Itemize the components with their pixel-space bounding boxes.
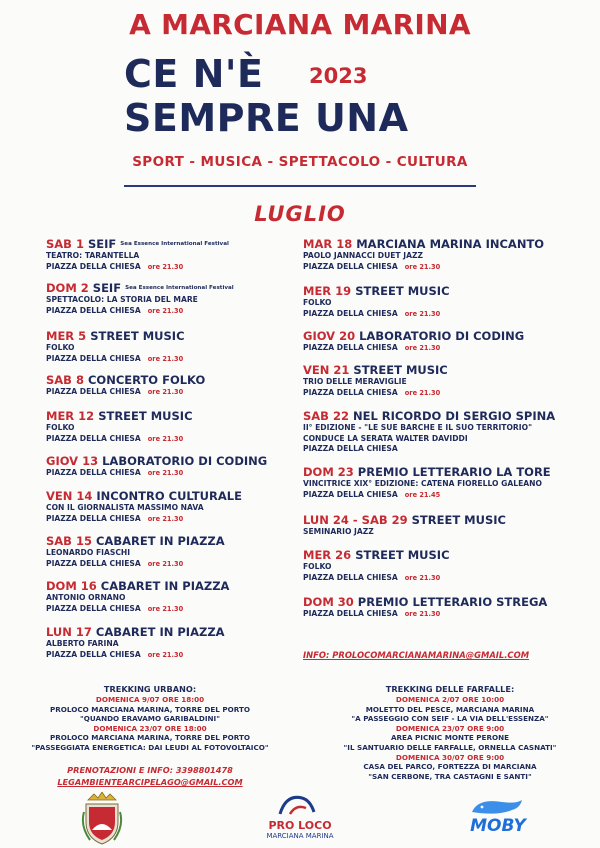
event-detail-line — [46, 295, 234, 306]
trekking-farfalle-rows — [300, 695, 600, 781]
event-detail-line — [46, 468, 267, 479]
sponsor-logos — [0, 792, 600, 848]
event-detail-line — [46, 423, 193, 434]
trekking-row: AREA PICNIC MONTE PERONE — [390, 733, 510, 743]
event-item — [46, 410, 193, 444]
trekking-urbano-heading: TREKKING URBANO: — [103, 684, 197, 694]
trekking-urbano-block — [0, 684, 300, 753]
event-item — [46, 374, 205, 398]
event-detail-line — [46, 604, 229, 615]
event-detail-text: LEONARDO FIASCHI — [46, 548, 131, 557]
event-time: ore 21.30 — [404, 610, 441, 618]
event-detail-line — [46, 559, 225, 570]
event-item — [46, 580, 229, 614]
event-title-row — [46, 238, 229, 251]
trekking-row: DOMENICA 2/07 ORE 10:00 — [395, 695, 505, 704]
event-detail-text: FOLKO — [303, 298, 332, 307]
contact-block — [0, 764, 300, 788]
event-title-row — [46, 282, 234, 295]
event-note: Sea Essence International Festival — [120, 241, 229, 247]
event-title: STREET MUSIC — [355, 284, 450, 298]
trekking-row: "IL SANTUARIO DELLE FARFALLE, ORNELLA CASNATI" — [343, 742, 557, 752]
event-detail-line — [303, 609, 547, 620]
info-email-link[interactable]: INFO: PROLOCOMARCIANAMARINA@GMAIL.COM — [303, 650, 530, 660]
event-item — [46, 490, 242, 524]
event-item — [303, 330, 524, 354]
event-time: ore 21.30 — [147, 650, 184, 659]
contact-email[interactable]: LEGAMBIENTEARCIPELAGO@GMAIL.COM — [57, 777, 243, 787]
event-title: STREET MUSIC — [90, 329, 185, 343]
event-date: DOM 2 — [46, 281, 89, 295]
event-time: ore 21.30 — [404, 388, 441, 397]
event-detail-text: CON IL GIORNALISTA MASSIMO NAVA — [46, 503, 204, 512]
event-detail-line — [46, 503, 242, 514]
municipal-coat-of-arms-icon — [80, 792, 124, 846]
event-item — [46, 626, 225, 660]
event-detail-line — [46, 514, 242, 525]
event-item — [46, 238, 229, 272]
event-detail-line — [46, 251, 229, 262]
moby-logo-text: MOBY — [470, 816, 526, 836]
event-detail-text: II° EDIZIONE - "LE SUE BARCHE E IL SUO TERRITORIO" — [303, 423, 533, 432]
event-date: DOM 30 — [303, 595, 354, 609]
event-detail-text: PIAZZA DELLA CHIESA — [46, 261, 141, 271]
trekking-row: CASA DEL PARCO, FORTEZZA DI MARCIANA — [363, 762, 537, 772]
event-detail-text: PIAZZA DELLA CHIESA — [46, 433, 141, 443]
event-detail-text: PIAZZA DELLA CHIESA — [303, 261, 398, 271]
event-detail-line — [303, 527, 506, 538]
event-item — [303, 364, 448, 398]
event-title-row — [303, 549, 450, 562]
event-item — [46, 330, 185, 364]
event-detail-text: PIAZZA DELLA CHIESA — [46, 649, 141, 659]
trekking-row: "SAN CERBONE, TRA CASTAGNI E SANTI" — [368, 771, 532, 781]
event-detail-text: PIAZZA DELLA CHIESA — [46, 603, 141, 613]
event-detail-line — [46, 387, 205, 398]
header-title-line-1: CE N'È — [124, 52, 264, 96]
event-time: ore 21.30 — [147, 559, 184, 568]
header-subtitle: SPORT - MUSICA - SPETTACOLO - CULTURA — [132, 154, 468, 170]
event-detail-line — [46, 548, 225, 559]
event-detail-line — [46, 639, 225, 650]
event-title-row — [46, 410, 193, 423]
event-detail-line — [46, 434, 193, 445]
trekking-row: DOMENICA 30/07 ORE 9:00 — [395, 752, 505, 762]
event-detail-line — [303, 388, 448, 399]
event-detail-text: PIAZZA DELLA CHIESA — [303, 609, 398, 618]
event-detail-line — [46, 354, 185, 365]
event-detail-text: PIAZZA DELLA CHIESA — [46, 558, 141, 568]
event-detail-text: TEATRO: TARANTELLA — [46, 251, 140, 260]
event-time: ore 21.30 — [404, 344, 441, 352]
event-detail-text: PIAZZA DELLA CHIESA — [303, 572, 398, 582]
event-date: SAB 15 — [46, 534, 92, 548]
event-detail-line — [303, 479, 551, 490]
event-detail-text: CONDUCE LA SERATA WALTER DAVIDDI — [303, 433, 468, 443]
event-title-row — [303, 466, 551, 479]
event-detail-line — [46, 262, 229, 273]
event-time: ore 21.30 — [404, 573, 441, 582]
event-detail-text: PIAZZA DELLA CHIESA — [303, 343, 398, 352]
pro-loco-name: PRO LOCO — [268, 819, 332, 832]
event-date: SAB 8 — [46, 373, 84, 387]
event-date: VEN 21 — [303, 363, 350, 377]
event-detail-line — [46, 306, 234, 317]
event-time: ore 21.30 — [147, 354, 184, 363]
event-title: CABARET IN PIAZZA — [95, 625, 225, 639]
event-detail-line — [46, 343, 185, 354]
trekking-row: PROLOCO MARCIANA MARINA, TORRE DEL PORTO — [50, 704, 250, 714]
event-date: DOM 23 — [303, 465, 354, 479]
event-detail-text: FOLKO — [46, 423, 75, 432]
event-item — [46, 455, 267, 479]
event-detail-line — [303, 490, 551, 501]
event-title-row — [303, 285, 450, 298]
event-item — [46, 535, 225, 569]
event-item — [303, 596, 547, 620]
event-item — [303, 238, 544, 272]
event-date: DOM 16 — [46, 579, 97, 593]
event-title: CONCERTO FOLKO — [87, 373, 206, 387]
event-detail-line — [46, 650, 225, 661]
trekking-farfalle-heading: TREKKING DELLE FARFALLE: — [385, 684, 515, 694]
trekking-row: PROLOCO MARCIANA MARINA, TORRE DEL PORTO — [50, 733, 250, 743]
trekking-row: "QUANDO ERAVAMO GARIBALDINI" — [80, 714, 220, 724]
contact-phone: PRENOTAZIONI E INFO: 3398801478 — [67, 765, 233, 775]
event-title-row — [303, 596, 547, 609]
event-title-row — [303, 410, 555, 423]
event-detail-text: PIAZZA DELLA CHIESA — [303, 308, 398, 318]
moby-whale-icon — [468, 796, 528, 818]
event-time: ore 21.30 — [147, 604, 184, 613]
event-detail-text: PIAZZA DELLA CHIESA — [46, 305, 141, 315]
event-title-row — [303, 364, 448, 377]
event-title: STREET MUSIC — [411, 513, 506, 527]
trekking-row: DOMENICA 23/07 ORE 18:00 — [93, 723, 207, 733]
event-title: PREMIO LETTERARIO STREGA — [357, 595, 548, 609]
pro-loco-place: MARCIANA MARINA — [266, 832, 334, 840]
event-detail-line — [303, 343, 524, 354]
event-title-row — [46, 490, 242, 503]
event-title: STREET MUSIC — [355, 548, 450, 562]
event-title: SEIF — [87, 237, 117, 251]
event-title: CABARET IN PIAZZA — [95, 534, 225, 548]
event-title-row — [46, 374, 205, 387]
event-detail-text: ANTONIO ORNANO — [46, 593, 126, 602]
event-title-row — [46, 535, 225, 548]
event-title-row — [303, 330, 524, 343]
event-item — [303, 514, 506, 538]
event-detail-text: FOLKO — [303, 562, 332, 571]
event-time: ore 21.30 — [404, 309, 441, 318]
event-date: MER 5 — [46, 329, 87, 343]
event-detail-text: SEMINARIO JAZZ — [303, 527, 374, 536]
event-date: LUN 17 — [46, 625, 92, 639]
event-title: MARCIANA MARINA INCANTO — [356, 237, 545, 251]
trekking-row: "A PASSEGGIO CON SEIF - LA VIA DELL'ESSENZA" — [351, 714, 549, 724]
header-title-line-2: SEMPRE UNA — [124, 96, 409, 140]
event-detail-text: FOLKO — [46, 343, 75, 352]
event-time: ore 21.30 — [147, 434, 184, 443]
trekking-row: DOMENICA 23/07 ORE 9:00 — [395, 723, 505, 733]
event-title: STREET MUSIC — [98, 409, 193, 423]
event-detail-line — [303, 562, 450, 573]
event-title-row — [46, 455, 267, 468]
event-detail-text: PIAZZA DELLA CHIESA — [46, 353, 141, 363]
event-detail-line — [303, 298, 450, 309]
event-detail-text: PIAZZA DELLA CHIESA — [46, 387, 141, 396]
event-time: ore 21.30 — [147, 469, 184, 477]
event-time: ore 21.45 — [404, 490, 441, 499]
header-year: 2023 — [309, 64, 368, 88]
header-divider — [124, 185, 476, 187]
event-detail-line — [303, 573, 450, 584]
event-item — [303, 410, 555, 455]
header-town: A MARCIANA MARINA — [129, 8, 471, 41]
event-item — [303, 466, 551, 500]
event-date: MER 19 — [303, 284, 352, 298]
trekking-farfalle-block — [300, 684, 600, 781]
event-date: GIOV 20 — [303, 329, 356, 343]
trekking-urbano-rows — [0, 695, 300, 753]
event-title-row — [303, 238, 544, 251]
event-date: MAR 18 — [303, 237, 353, 251]
event-time: ore 21.30 — [147, 306, 184, 315]
event-title: PREMIO LETTERARIO LA TORE — [357, 465, 551, 479]
event-title: NEL RICORDO DI SERGIO SPINA — [352, 409, 556, 423]
event-detail-line — [303, 423, 555, 434]
event-title-row — [46, 626, 225, 639]
event-title: SEIF — [92, 281, 122, 295]
trekking-row: "PASSEGGIATA ENERGETICA: DAI LEUDI AL FOTOVOLTAICO" — [31, 742, 269, 752]
trekking-row: MOLETTO DEL PESCE, MARCIANA MARINA — [365, 704, 535, 714]
event-detail-text: PIAZZA DELLA CHIESA — [303, 489, 398, 499]
event-date: LUN 24 - SAB 29 — [303, 513, 408, 527]
event-detail-line — [46, 593, 229, 604]
event-date: MER 12 — [46, 409, 95, 423]
event-date: GIOV 13 — [46, 454, 99, 468]
event-detail-line — [303, 251, 544, 262]
event-time: ore 21.30 — [147, 514, 184, 523]
event-time: ore 21.30 — [404, 262, 441, 271]
event-detail-text: PAOLO JANNACCI DUET JAZZ — [303, 251, 423, 260]
event-title-row — [303, 514, 506, 527]
event-title-row — [46, 330, 185, 343]
event-detail-line — [303, 444, 555, 455]
event-title: LABORATORIO DI CODING — [102, 454, 268, 468]
event-detail-line — [303, 309, 450, 320]
event-date: SAB 1 — [46, 237, 84, 251]
event-time: ore 21.30 — [147, 388, 184, 396]
event-title: INCONTRO CULTURALE — [96, 489, 242, 503]
event-detail-text: PIAZZA DELLA CHIESA — [46, 468, 141, 477]
pro-loco-logo-icon — [276, 792, 320, 818]
event-date: MER 26 — [303, 548, 352, 562]
event-item — [46, 282, 234, 316]
event-title: CABARET IN PIAZZA — [100, 579, 230, 593]
event-detail-line — [303, 262, 544, 273]
event-date: VEN 14 — [46, 489, 93, 503]
event-title: STREET MUSIC — [353, 363, 448, 377]
event-detail-text: VINCITRICE XIX° EDIZIONE: CATENA FIORELLO GALEANO — [303, 479, 542, 488]
event-time: ore 21.30 — [147, 262, 184, 271]
event-detail-text: PIAZZA DELLA CHIESA — [303, 387, 398, 397]
event-title: LABORATORIO DI CODING — [359, 329, 525, 343]
event-detail-text: TRIO DELLE MERAVIGLIE — [303, 377, 407, 386]
event-detail-text: SPETTACOLO: LA STORIA DEL MARE — [46, 295, 198, 304]
month-heading: LUGLIO — [254, 202, 346, 226]
event-detail-text: PIAZZA DELLA CHIESA — [303, 444, 398, 453]
event-date: SAB 22 — [303, 409, 349, 423]
event-item — [303, 549, 450, 583]
trekking-row: DOMENICA 9/07 ORE 18:00 — [95, 695, 205, 704]
event-detail-text: PIAZZA DELLA CHIESA — [46, 513, 141, 523]
event-detail-line — [303, 434, 555, 445]
event-title-row — [46, 580, 229, 593]
event-detail-line — [303, 377, 448, 388]
event-detail-text: ALBERTO FARINA — [46, 639, 119, 648]
event-item — [303, 285, 450, 319]
event-note: Sea Essence International Festival — [125, 285, 234, 291]
